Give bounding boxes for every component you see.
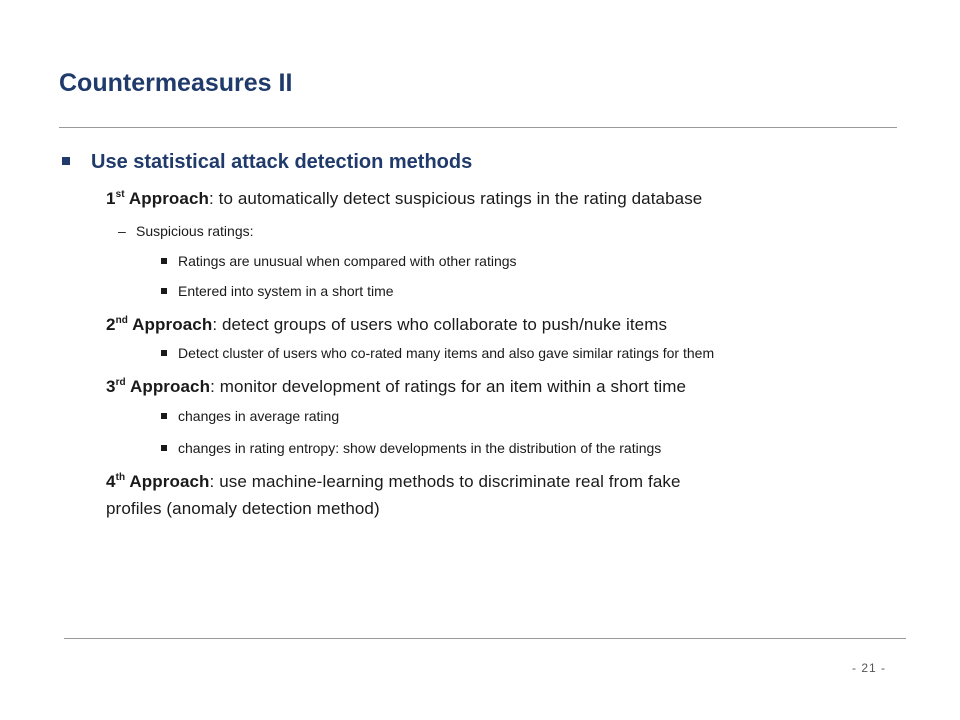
approach-4-continuation [106, 497, 380, 521]
slide-title: Countermeasures II [59, 69, 293, 97]
square-bullet-icon [161, 258, 167, 264]
approach-4 [106, 470, 681, 494]
approach-3-number: 3 [106, 377, 116, 396]
approach-1-suffix: st [115, 189, 125, 200]
list-item [161, 281, 394, 301]
approach-1 [106, 187, 702, 211]
list-item [161, 406, 339, 426]
approach-3-label: Approach [125, 377, 211, 396]
approach-3 [106, 375, 686, 399]
approach-4-label: Approach [125, 472, 210, 491]
list-item [161, 438, 661, 458]
approach-2-label: Approach [127, 315, 213, 334]
list-item [161, 343, 714, 363]
main-bullet-text: Use statistical attack detection methods [91, 151, 473, 173]
dash-bullet-icon: – [118, 223, 126, 239]
approach-2-suffix: nd [115, 315, 128, 326]
square-bullet-icon [161, 413, 167, 419]
approach-2-number: 2 [106, 315, 116, 334]
suspicious-ratings-label: Suspicious ratings: [136, 223, 254, 239]
approach-1-number: 1 [106, 189, 116, 208]
list-item-text: Ratings are unusual when compared with other ratings [178, 253, 517, 269]
title-divider [59, 127, 897, 128]
square-bullet-icon [62, 157, 70, 165]
square-bullet-icon [161, 445, 167, 451]
main-bullet [62, 148, 472, 176]
list-item [161, 251, 517, 271]
list-item-text: changes in average rating [178, 408, 340, 424]
approach-4-text-line2: profiles (anomaly detection method) [106, 499, 380, 518]
approach-3-text: : monitor development of ratings for an item within a short time [210, 377, 687, 396]
square-bullet-icon [161, 350, 167, 356]
approach-1-label: Approach [124, 189, 209, 208]
list-item-text: Detect cluster of users who co-rated many items and also gave similar ratings for them [178, 345, 715, 361]
suspicious-ratings-item [118, 221, 254, 241]
approach-3-suffix: rd [115, 377, 126, 388]
approach-2-text: : detect groups of users who collaborate to push/nuke items [212, 315, 668, 334]
page-number: - 21 - [852, 661, 887, 675]
list-item-text: Entered into system in a short time [178, 283, 394, 299]
square-bullet-icon [161, 288, 167, 294]
approach-2 [106, 313, 667, 337]
approach-4-number: 4 [106, 472, 116, 491]
approach-4-suffix: th [115, 472, 126, 483]
approach-4-text-line1: : use machine-learning methods to discriminate real from fake [209, 472, 681, 491]
list-item-text: changes in rating entropy: show developments in the distribution of the ratings [178, 440, 662, 456]
approach-1-text: : to automatically detect suspicious ratings in the rating database [209, 189, 703, 208]
footer-divider [64, 638, 906, 639]
